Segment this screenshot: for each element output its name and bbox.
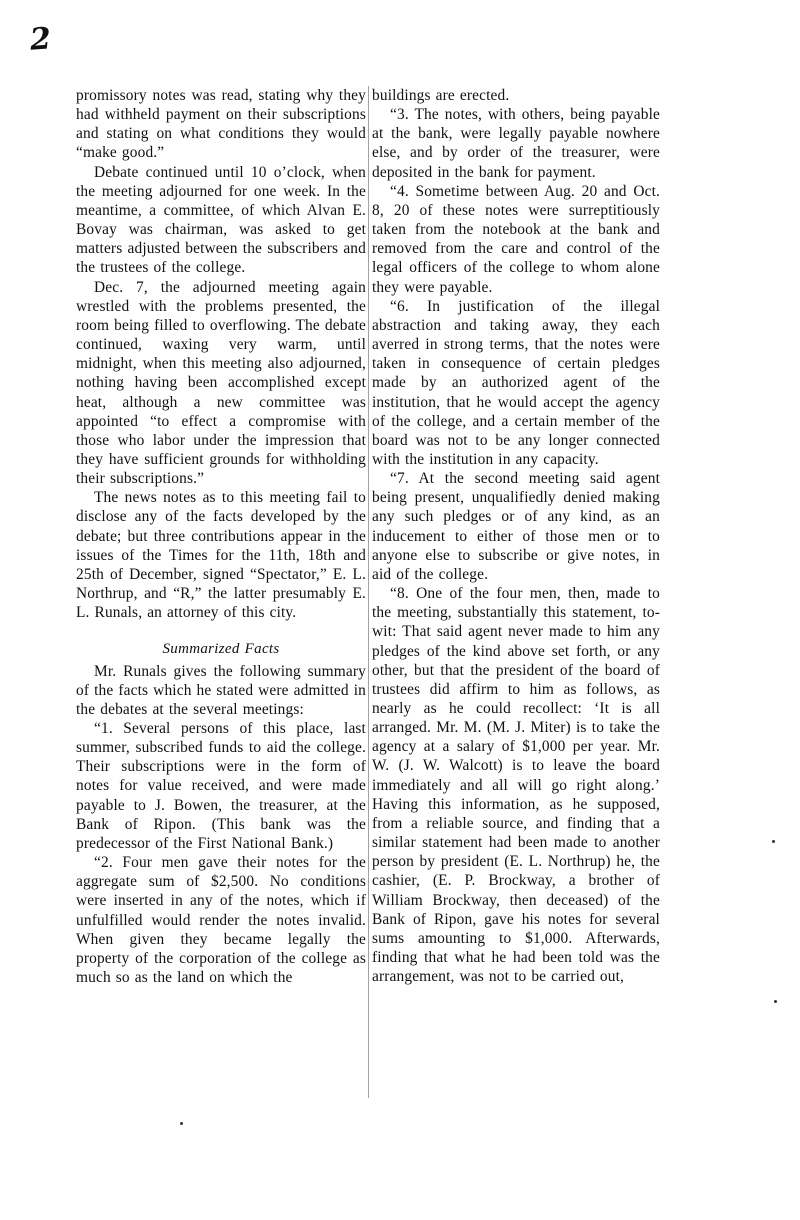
article-paragraph: “6. In justification of the illegal abstraction and taking away, they each averred in strong terms, that the notes were taken in consequence of certain pledges made by an authorized agent of the institution, that he would accept the agency of the college, and a certain member of the board was not to be any longer connected with the institution in any capacity. [372,297,660,468]
section-heading: Summarized Facts [162,641,280,658]
article-paragraph: Debate continued until 10 o’clock, when the meeting adjourned for one week. In the meantime, a committee, of which Alvan E. Bovay was chairman, was asked to get matters adjusted between the subscribers and the trustees of the college. [76,163,366,277]
article-paragraph: Mr. Runals gives the following summary of the facts which he stated were admitted in the debates at the several meetings: [76,662,366,718]
scan-speck [772,840,775,843]
right-column [372,86,660,986]
scan-speck [774,1000,777,1003]
page-number: 2 [28,21,53,58]
left-column [76,86,366,987]
article-paragraph: Dec. 7, the adjourned meeting again wrestled with the problems presented, the room being filled to overflowing. The debate continued, waxing very warm, until midnight, when this meeting also adjourned, nothing having been accomplished except heat, although a new committee was appointed “to effect a compromise with those who labor under the impression that they have sufficient grounds for withholding their subscriptions.” [76,278,366,488]
article-paragraph: “3. The notes, with others, being payable at the bank, were legally payable nowhere else, and by order of the treasurer, were deposited in the bank for payment. [372,106,660,181]
article-paragraph: “2. Four men gave their notes for the aggregate sum of $2,500. No conditions were inserted in any of the notes, which if unfulfilled would render the notes invalid. When given they became legally the property of the corporation of the college as much so as the land on which the [76,854,366,987]
article-paragraph: “4. Sometime between Aug. 20 and Oct. 8, 20 of these notes were surreptitiously taken from the notebook at the bank and removed from the care and control of the legal officers of the college to whom alone they were payable. [372,182,660,296]
article-paragraph: The news notes as to this meeting fail to disclose any of the facts developed by the debate; but three contributions appear in the issues of the Times for the 11th, 18th and 25th of December, signed “Spectator,” E. L. Northrup, and “R,” the latter presumably E. L. Runals, an attorney of this city. [76,489,366,622]
article-paragraph: buildings are erected. [372,87,510,104]
column-divider [368,86,369,1098]
article-paragraph: “7. At the second meeting said agent being present, unqualifiedly denied making any such pledges or of any kind, as an inducement to either of those men or to anyone else to subscribe or give notes, in aid of the college. [372,470,660,583]
article-paragraph: “1. Several persons of this place, last summer, subscribed funds to aid the college. Their subscriptions were in the form of notes for value received, and were made payable to J. Bowen, the treasurer, at the Bank of Ripon. (This bank was the predecessor of the First National Bank.) [76,720,366,852]
article-paragraph: “8. One of the four men, then, made to the meeting, substantially this statement, to-wit: That said agent never made to him any pledges of the kind above set forth, or any other, but that the president of the board of trustees did affirm to him as follows, as nearly as he could recollect: ‘It is all arranged. Mr. M. (M. J. Miter) is to take the agency at a salary of $1,000 per year. Mr. W. (J. W. Walcott) is to leave the board immediately and all will go right along.’ Having this information, as he supposed, from a reliable source, and finding that a similar statement had been made to another person by president (E. L. Northrup) he, the cashier, (E. P. Brockway, a brother of William Brockway, then deceased) of the Bank of Ripon, gave his notes for several sums amounting to $1,000. Afterwards, finding that what he had been told was the arrangement, was not to be carried out, [372,585,660,986]
article-paragraph: promissory notes was read, stating why they had withheld payment on their subscriptions and stating on what conditions they would “make good.” [76,87,366,162]
scan-speck [180,1122,183,1125]
